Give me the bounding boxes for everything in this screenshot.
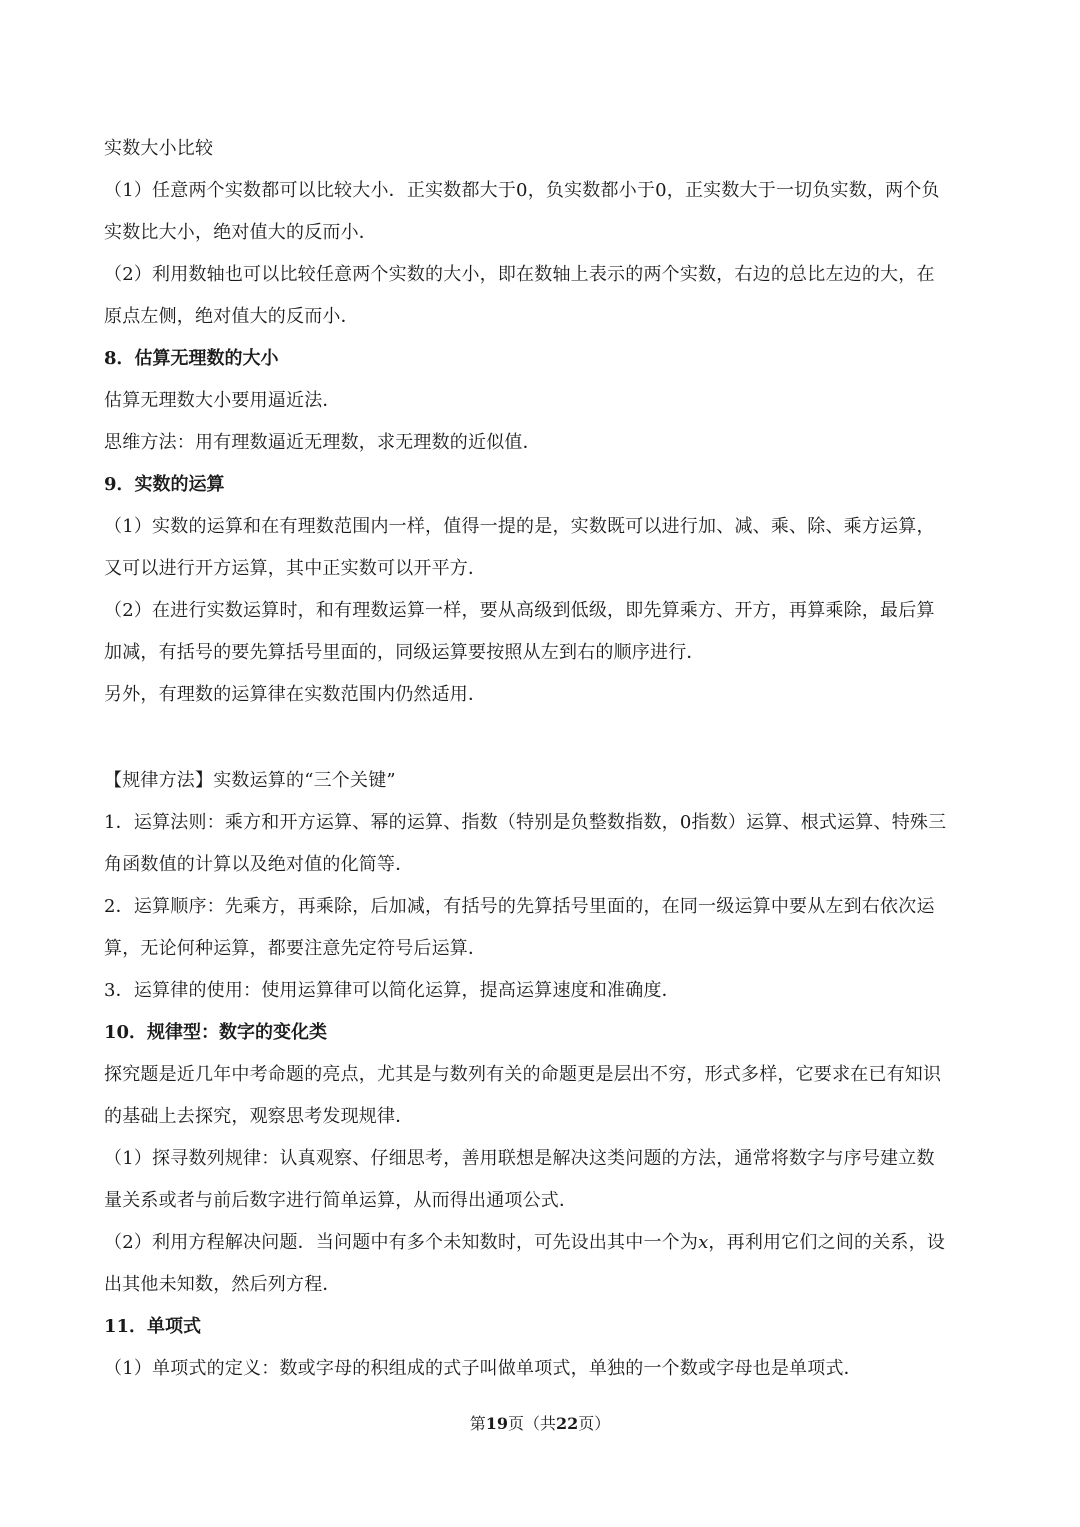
paragraph-line: 3．运算律的使用：使用运算律可以简化运算，提高运算速度和准确度． (104, 980, 680, 1001)
paragraph-line: （2）利用数轴也可以比较任意两个实数的大小，即在数轴上表示的两个实数，右边的总比左边的大，在 (104, 264, 935, 285)
paragraph (104, 1054, 984, 1138)
paragraph-line: 原点左侧，绝对值大的反而小． (104, 306, 359, 327)
heading-text: 10．规律型：数字的变化类 (104, 1022, 328, 1043)
paragraph (104, 760, 984, 802)
paragraph-line: 探究题是近几年中考命题的亮点，尤其是与数列有关的命题更是层出不穷，形式多样，它要求在已有知识 (104, 1064, 942, 1085)
paragraph (104, 422, 984, 464)
paragraph-line: （1）探寻数列规律：认真观察、仔细思考，善用联想是解决这类问题的方法，通常将数字与序号建立数 (104, 1148, 935, 1169)
heading-text: 9．实数的运算 (104, 474, 225, 495)
paragraph (104, 970, 984, 1012)
footer-suffix: 页） (578, 1414, 611, 1433)
paragraph (104, 128, 984, 170)
paragraph (104, 886, 984, 970)
section-heading (104, 1012, 984, 1054)
section-heading (104, 1306, 984, 1348)
paragraph (104, 1222, 984, 1306)
paragraph-line: 出其他未知数，然后列方程． (104, 1274, 341, 1295)
paragraph (104, 674, 984, 716)
paragraph (104, 506, 984, 590)
paragraph-gap (104, 716, 984, 760)
section-heading (104, 338, 984, 380)
paragraph-line: 1．运算法则：乘方和开方运算、幂的运算、指数（特别是负整数指数，0指数）运算、根式运算、特殊三 (104, 812, 947, 833)
paragraph-line: 2．运算顺序：先乘方，再乘除，后加减，有括号的先算括号里面的，在同一级运算中要从左到右依次运 (104, 896, 935, 917)
paragraph-line: （1）任意两个实数都可以比较大小．正实数都大于0，负实数都小于0，正实数大于一切负实数，两个负 (104, 180, 940, 201)
footer-prefix: 第 (469, 1414, 486, 1433)
paragraph-line: 量关系或者与前后数字进行简单运算，从而得出通项公式． (104, 1190, 578, 1211)
footer-middle: 页（共 (507, 1414, 556, 1433)
paragraph-line: 估算无理数大小要用逼近法． (104, 390, 341, 411)
page-footer (0, 1412, 1080, 1436)
paragraph-line: （1）实数的运算和在有理数范围内一样，值得一提的是，实数既可以进行加、减、乘、除、乘方运算， (104, 516, 935, 537)
paragraph-line: 实数大小比较 (104, 138, 214, 159)
paragraph (104, 590, 984, 674)
paragraph (104, 170, 984, 254)
paragraph (104, 1348, 984, 1390)
paragraph-line: （2）在进行实数运算时，和有理数运算一样，要从高级到低级，即先算乘方、开方，再算乘除，最后算 (104, 600, 935, 621)
paragraph-line: 另外，有理数的运算律在实数范围内仍然适用． (104, 684, 487, 705)
paragraph-line: 加减，有括号的要先算括号里面的，同级运算要按照从左到右的顺序进行． (104, 642, 705, 663)
paragraph-line: 算，无论何种运算，都要注意先定符号后运算． (104, 938, 487, 959)
paragraph-line: 思维方法：用有理数逼近无理数，求无理数的近似值． (104, 432, 541, 453)
paragraph-line: 的基础上去探究，观察思考发现规律． (104, 1106, 414, 1127)
page-content (104, 128, 984, 1390)
paragraph (104, 380, 984, 422)
footer-page-number: 19 (485, 1414, 508, 1433)
paragraph (104, 802, 984, 886)
heading-text: 11．单项式 (104, 1316, 202, 1337)
paragraph-line: 角函数值的计算以及绝对值的化简等． (104, 854, 414, 875)
paragraph (104, 254, 984, 338)
paragraph-line: 【规律方法】实数运算的“三个关键” (104, 770, 396, 791)
section-heading (104, 464, 984, 506)
paragraph (104, 1138, 984, 1222)
footer-total-pages: 22 (556, 1414, 579, 1433)
heading-text: 8．估算无理数的大小 (104, 348, 279, 369)
paragraph-line: （1）单项式的定义：数或字母的积组成的式子叫做单项式，单独的一个数或字母也是单项式． (104, 1358, 862, 1379)
paragraph-line: 又可以进行开方运算，其中正实数可以开平方． (104, 558, 487, 579)
paragraph-line: 实数比大小，绝对值大的反而小． (104, 222, 377, 243)
paragraph-line: （2）利用方程解决问题．当问题中有多个未知数时，可先设出其中一个为x，再利用它们之间的关系，设 (104, 1232, 946, 1253)
